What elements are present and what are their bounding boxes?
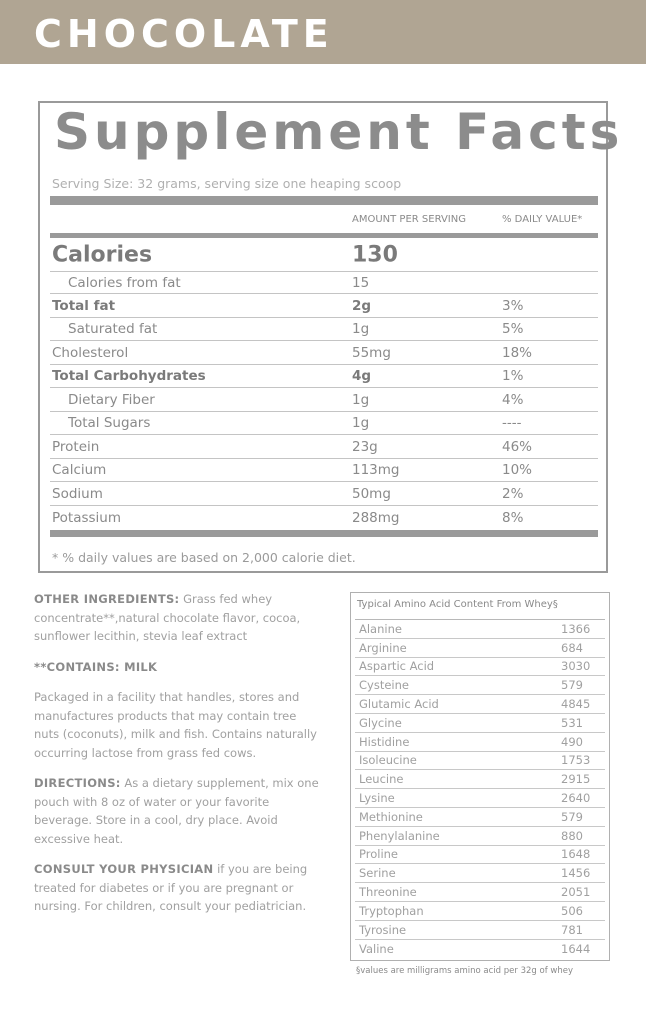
nutrient-name: Saturated fat <box>68 321 158 337</box>
amino-value: 4845 <box>561 697 591 712</box>
amino-row <box>355 883 605 902</box>
amino-row <box>355 789 605 808</box>
amino-name: Lysine <box>359 791 395 806</box>
consult-paragraph <box>34 860 324 916</box>
amino-value: 531 <box>561 715 583 730</box>
divider-bar <box>50 196 598 205</box>
amino-row <box>355 940 605 959</box>
nutrient-row <box>50 365 598 388</box>
nutrient-dv: 3% <box>502 297 524 314</box>
amino-name: Methionine <box>359 809 423 824</box>
amino-name: Tyrosine <box>359 922 407 937</box>
consult-text: if you are being treated for diabetes or if you are pregnant or nursing. For children, consult your pediatrician. <box>34 862 308 913</box>
amino-row <box>355 714 605 733</box>
amino-row <box>355 676 605 695</box>
nutrient-amount: 15 <box>352 274 370 291</box>
nutrient-dv: 5% <box>502 321 524 337</box>
amino-name: Proline <box>359 847 398 862</box>
nutrient-dv: 2% <box>502 485 524 502</box>
ingredients-text: Grass fed whey concentrate**,natural chocolate flavor, cocoa, sunflower lecithin, stevia leaf extract <box>34 592 301 643</box>
flavor-banner <box>0 0 646 64</box>
amino-row <box>355 658 605 677</box>
amino-table-title: Typical Amino Acid Content From Whey§ <box>357 599 558 610</box>
amino-row <box>355 827 605 846</box>
amino-name: Alanine <box>359 621 402 636</box>
amino-value: 1456 <box>561 866 591 881</box>
amino-value: 2051 <box>561 885 591 900</box>
amino-row <box>355 846 605 865</box>
nutrient-name: Calories from fat <box>68 274 181 291</box>
amino-row <box>355 808 605 827</box>
header-daily-value: % DAILY VALUE* <box>502 214 583 225</box>
amino-value: 880 <box>561 828 583 843</box>
nutrient-amount: 1g <box>352 415 370 431</box>
amino-value: 506 <box>561 903 583 918</box>
ingredients-paragraph <box>34 590 324 646</box>
amino-value: 781 <box>561 922 583 937</box>
nutrient-dv: 8% <box>502 509 524 526</box>
amino-row <box>355 864 605 883</box>
amino-name: Serine <box>359 866 396 881</box>
amino-row <box>355 733 605 752</box>
amino-row <box>355 770 605 789</box>
nutrient-name: Potassium <box>52 509 122 526</box>
nutrient-row <box>50 294 598 318</box>
nutrient-name: Total fat <box>52 297 116 314</box>
nutrient-dv: 10% <box>502 462 533 478</box>
nutrient-row <box>50 506 598 529</box>
amino-row <box>355 921 605 940</box>
nutrient-dv: 46% <box>502 438 533 455</box>
nutrient-row <box>50 459 598 482</box>
nutrient-row <box>50 435 598 459</box>
nutrient-name: Calcium <box>52 462 107 478</box>
nutrient-amount: 288mg <box>352 509 400 526</box>
nutrient-dv: 18% <box>502 344 533 361</box>
daily-value-footnote: * % daily values are based on 2,000 calorie diet. <box>52 550 356 565</box>
nutrient-row <box>50 318 598 341</box>
nutrient-dv: ---- <box>502 415 522 431</box>
supplement-facts-panel <box>38 101 624 573</box>
nutrient-amount: 1g <box>352 321 370 337</box>
nutrient-row <box>50 238 598 272</box>
directions-label: DIRECTIONS: <box>34 776 121 790</box>
amino-value: 1648 <box>561 847 591 862</box>
product-info <box>34 590 324 928</box>
facts-title: Supplement Facts <box>54 103 624 161</box>
nutrient-amount: 55mg <box>352 344 391 361</box>
amino-value: 490 <box>561 734 583 749</box>
nutrient-amount: 4g <box>352 368 372 384</box>
contains-label: **CONTAINS: MILK <box>34 659 158 674</box>
nutrient-dv: 1% <box>502 368 524 384</box>
nutrient-amount: 113mg <box>352 462 400 478</box>
directions-paragraph <box>34 774 324 848</box>
amino-name: Isoleucine <box>359 753 417 768</box>
nutrient-name: Dietary Fiber <box>68 391 155 408</box>
nutrient-name: Sodium <box>52 485 103 502</box>
contains-paragraph <box>34 658 324 677</box>
amino-acid-table <box>350 592 610 961</box>
nutrient-name: Total Carbohydrates <box>52 368 206 384</box>
amino-name: Leucine <box>359 772 404 787</box>
facility-text: Packaged in a facility that handles, stores and manufactures products that may contain tree nuts (coconuts), milk and fish. Contains naturally occurring lactose from grass fed cows. <box>34 690 317 760</box>
amino-name: Arginine <box>359 640 407 655</box>
header-amount: AMOUNT PER SERVING <box>352 214 466 225</box>
nutrient-amount: 2g <box>352 297 372 314</box>
amino-value: 579 <box>561 678 583 693</box>
nutrient-name: Calories <box>52 242 153 267</box>
flavor-title: CHOCOLATE <box>34 12 334 56</box>
nutrient-name: Protein <box>52 438 100 455</box>
nutrient-dv: 4% <box>502 391 524 408</box>
amino-list <box>355 619 605 958</box>
amino-value: 2915 <box>561 772 591 787</box>
amino-name: Valine <box>359 941 394 956</box>
amino-value: 3030 <box>561 659 591 674</box>
amino-name: Histidine <box>359 734 410 749</box>
amino-name: Cysteine <box>359 678 409 693</box>
amino-value: 684 <box>561 640 583 655</box>
directions-text: As a dietary supplement, mix one pouch with 8 oz of water or your favorite beverage. Store in a cool, dry place. Avoid excessive heat. <box>34 776 319 846</box>
amino-name: Glutamic Acid <box>359 697 439 712</box>
nutrient-row <box>50 272 598 294</box>
amino-row <box>355 639 605 658</box>
amino-row <box>355 620 605 639</box>
serving-size: Serving Size: 32 grams, serving size one heaping scoop <box>52 176 402 191</box>
ingredients-label: OTHER INGREDIENTS: <box>34 592 180 606</box>
divider-bar <box>50 530 598 537</box>
amino-row <box>355 752 605 771</box>
nutrient-amount: 23g <box>352 438 378 455</box>
nutrient-name: Cholesterol <box>52 344 129 361</box>
amino-value: 1753 <box>561 753 591 768</box>
amino-name: Phenylalanine <box>359 828 440 843</box>
nutrient-name: Total Sugars <box>68 415 151 431</box>
nutrient-amount: 1g <box>352 391 370 408</box>
amino-footnote: §values are milligrams amino acid per 32g of whey <box>356 966 573 976</box>
amino-name: Tryptophan <box>359 903 424 918</box>
amino-value: 2640 <box>561 791 591 806</box>
amino-row <box>355 695 605 714</box>
amino-name: Aspartic Acid <box>359 659 435 674</box>
nutrient-row <box>50 412 598 435</box>
nutrient-amount: 50mg <box>352 485 391 502</box>
consult-label: CONSULT YOUR PHYSICIAN <box>34 862 214 876</box>
nutrient-row <box>50 388 598 412</box>
amino-name: Threonine <box>359 885 417 900</box>
amino-value: 1366 <box>561 621 591 636</box>
nutrient-row <box>50 482 598 506</box>
amino-name: Glycine <box>359 715 402 730</box>
nutrient-row <box>50 341 598 365</box>
amino-value: 1644 <box>561 941 591 956</box>
nutrient-amount: 130 <box>352 242 398 267</box>
amino-value: 579 <box>561 809 583 824</box>
amino-row <box>355 902 605 921</box>
